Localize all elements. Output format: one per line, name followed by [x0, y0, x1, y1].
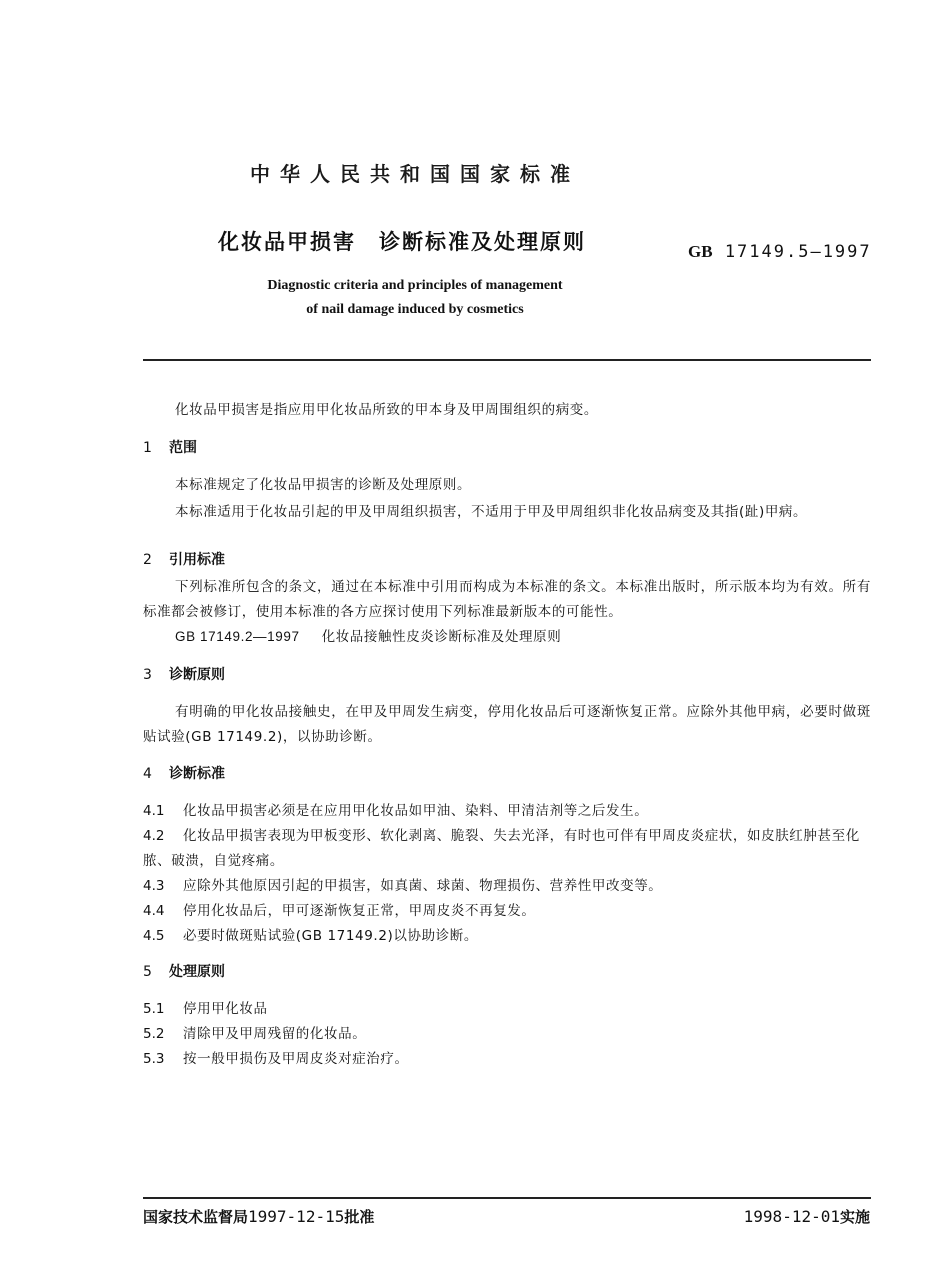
section-title: 范围: [169, 440, 197, 456]
item-text: 化妆品甲损害表现为甲板变形、软化剥离、脆裂、失去光泽，有时也可伴有甲周皮炎症状，如皮肤红肿甚至化脓、破溃，自觉疼痛。: [143, 828, 860, 869]
item-text: 化妆品甲损害必须是在应用甲化妆品如甲油、染料、甲清洁剂等之后发生。: [183, 803, 649, 819]
section-number: 3: [143, 667, 152, 683]
national-standard-heading: 中华人民共和国国家标准: [250, 162, 580, 186]
list-item: [143, 1047, 871, 1072]
footer-rule: [143, 1197, 871, 1199]
standard-number-value: 17149.5—1997: [724, 242, 872, 262]
item-text: 应除外其他原因引起的甲损害，如真菌、球菌、物理损伤、营养性甲改变等。: [183, 878, 663, 894]
list-item: [143, 924, 871, 949]
effective-date: 1998-12-01: [743, 1207, 840, 1226]
list-item: [143, 899, 871, 924]
item-text: 必要时做斑贴试验(GB 17149.2)以协助诊断。: [183, 928, 478, 944]
item-text: 按一般甲损伤及甲周皮炎对症治疗。: [183, 1051, 409, 1067]
paragraph: 下列标准所包含的条文，通过在本标准中引用而构成为本标准的条文。本标准出版时，所示版本均为有效。所有标准都会被修订，使用本标准的各方应探讨使用下列标准最新版本的可能性。: [143, 579, 871, 620]
section-title: 诊断标准: [169, 766, 225, 782]
reference-title: 化妆品接触性皮炎诊断标准及处理原则: [321, 629, 562, 645]
approve-date: 1997-12-15: [248, 1207, 345, 1226]
item-text: 清除甲及甲周残留的化妆品。: [183, 1026, 367, 1042]
header-rule: [143, 359, 871, 361]
section-title: 诊断原则: [169, 667, 225, 683]
item-number: 4.3: [143, 878, 165, 894]
approve-label: 批准: [344, 1208, 375, 1226]
reference-code: GB 17149.2—1997: [175, 629, 300, 644]
paragraph: 本标准规定了化妆品甲损害的诊断及处理原则。: [175, 477, 472, 493]
document-title-en: [195, 274, 635, 322]
item-number: 5.2: [143, 1026, 165, 1042]
list-item: [143, 874, 871, 899]
section-number: 4: [143, 766, 152, 782]
item-number: 5.3: [143, 1051, 165, 1067]
effective-info: [744, 1206, 870, 1227]
paragraph: 本标准适用于化妆品引起的甲及甲周组织损害，不适用于甲及甲周组织非化妆品病变及其指(趾)甲病。: [175, 504, 808, 520]
section-5-heading: [143, 961, 225, 981]
title-en-line2: of nail damage induced by cosmetics: [306, 302, 524, 317]
approver: 国家技术监督局: [143, 1208, 249, 1226]
standard-number: [688, 242, 872, 262]
item-number: 4.1: [143, 803, 165, 819]
section-4-heading: [143, 763, 225, 783]
item-number: 4.2: [143, 828, 165, 844]
item-number: 5.1: [143, 1001, 165, 1017]
reference-standard: [175, 625, 561, 645]
item-text: 停用甲化妆品: [183, 1001, 268, 1017]
item-text: 停用化妆品后，甲可逐渐恢复正常，甲周皮炎不再复发。: [183, 903, 536, 919]
list-item: [143, 824, 871, 874]
standard-prefix: GB: [688, 242, 713, 261]
intro-paragraph: 化妆品甲损害是指应用甲化妆品所致的甲本身及甲周围组织的病变。: [175, 402, 598, 418]
section-number: 1: [143, 440, 152, 456]
effective-label: 实施: [839, 1208, 870, 1226]
title-en-line1: Diagnostic criteria and principles of management: [267, 278, 563, 293]
approval-info: [143, 1206, 374, 1227]
section-number: 5: [143, 964, 152, 980]
section-title: 引用标准: [169, 552, 225, 568]
section-2-heading: [143, 549, 225, 569]
item-number: 4.4: [143, 903, 165, 919]
section-number: 2: [143, 552, 152, 568]
list-item: [143, 1022, 871, 1047]
item-number: 4.5: [143, 928, 165, 944]
section-1-heading: [143, 437, 197, 457]
section-3-heading: [143, 664, 225, 684]
section-title: 处理原则: [169, 964, 225, 980]
document-title-cn: 化妆品甲损害 诊断标准及处理原则: [218, 230, 586, 254]
list-item: [143, 799, 871, 824]
paragraph: 有明确的甲化妆品接触史，在甲及甲周发生病变，停用化妆品后可逐渐恢复正常。应除外其他甲病，必要时做斑贴试验(GB 17149.2)，以协助诊断。: [143, 704, 871, 745]
list-item: [143, 997, 871, 1022]
